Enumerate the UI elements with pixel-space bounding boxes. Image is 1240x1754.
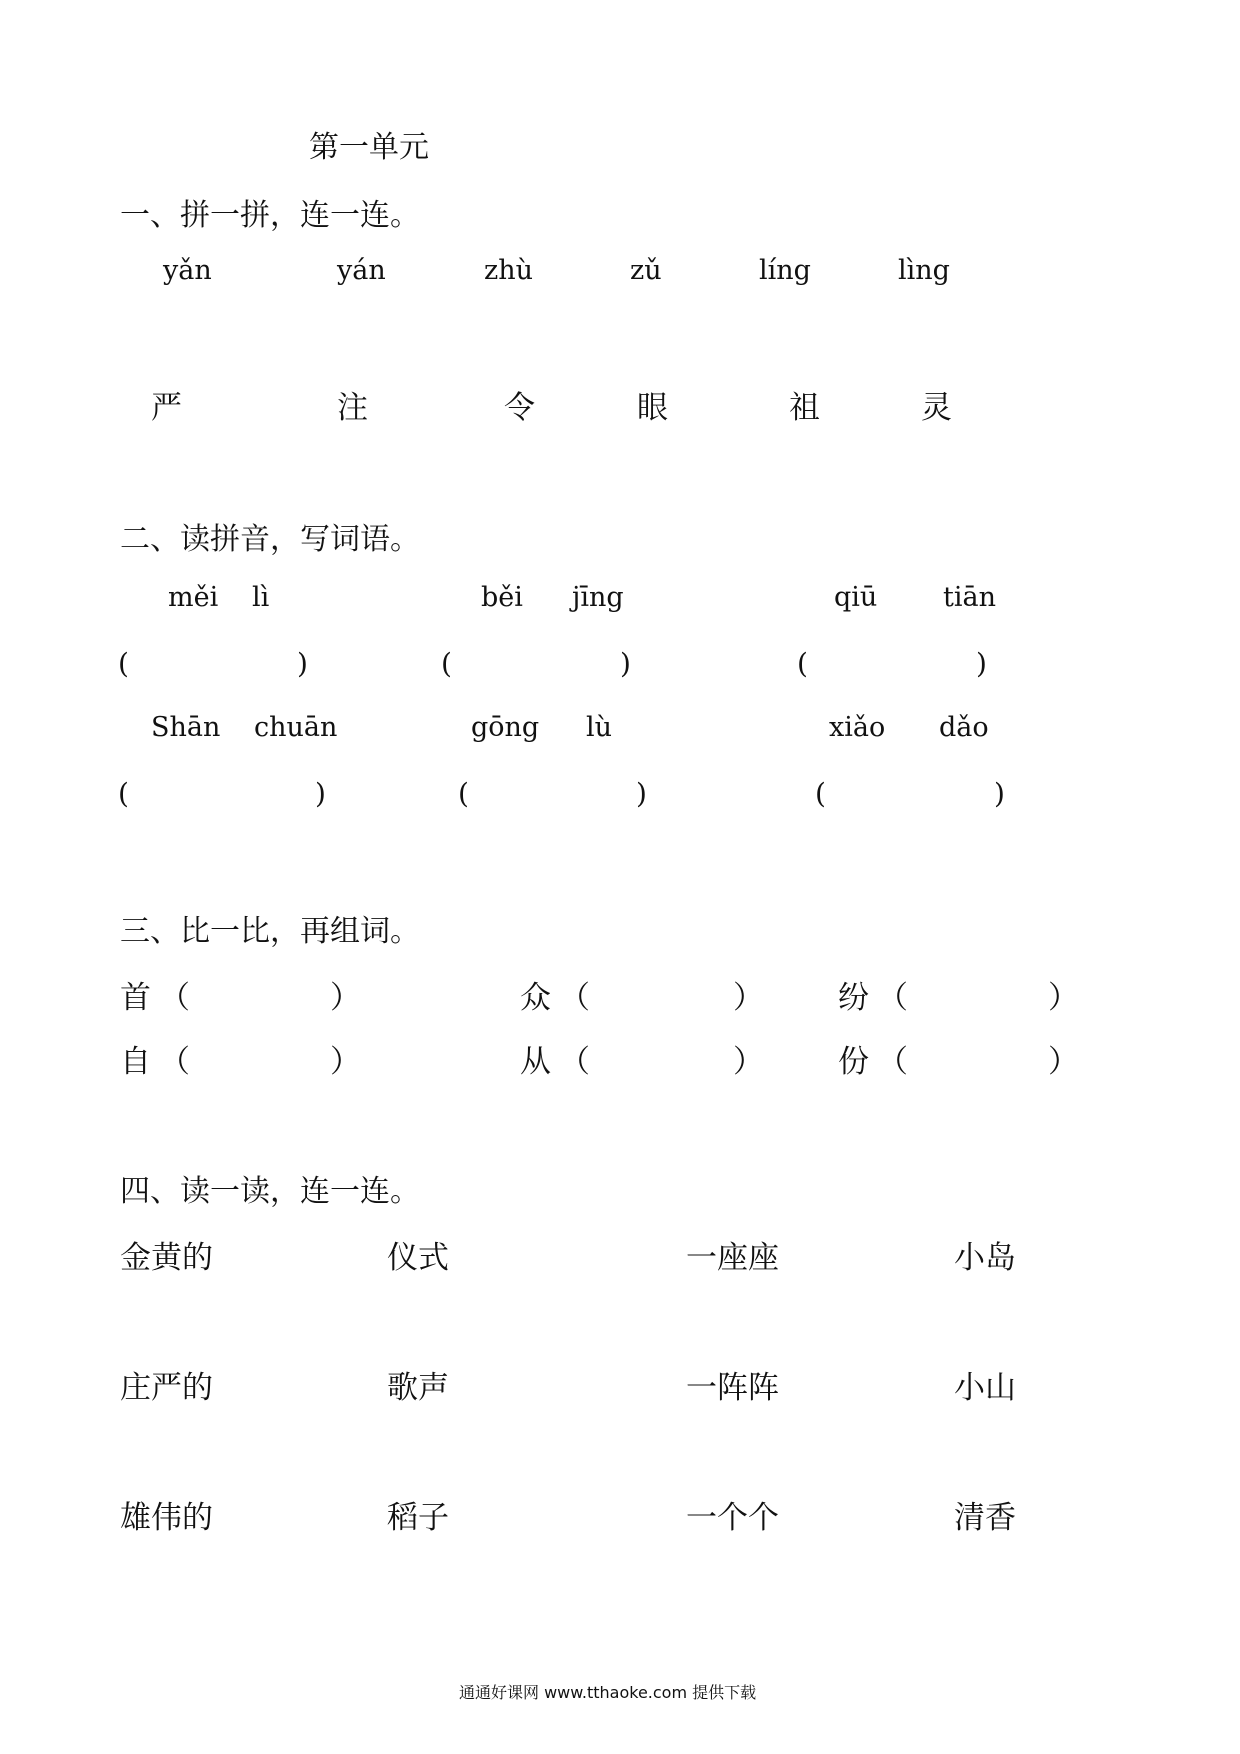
pinyin-syllable: měi — [168, 582, 219, 613]
pinyin-item: líng — [759, 255, 811, 286]
pinyin-syllable: lì — [252, 582, 270, 613]
answer-blank-close: ) — [994, 777, 1005, 810]
compare-char: 首 — [120, 980, 151, 1016]
answer-blank-close: ) — [620, 647, 631, 680]
pinyin-syllable: dǎo — [939, 712, 989, 743]
match-word: 庄严的 — [120, 1370, 213, 1406]
character-item: 严 — [151, 390, 182, 426]
pinyin-item: lìng — [898, 255, 950, 286]
match-word: 小岛 — [954, 1240, 1016, 1276]
compare-char: 份 — [838, 1044, 869, 1080]
compare-char: 从 — [520, 1044, 551, 1080]
match-word: 一阵阵 — [686, 1370, 779, 1406]
answer-blank-open: （ — [559, 1044, 590, 1080]
answer-blank-open: （ — [877, 1044, 908, 1080]
compare-char: 众 — [520, 980, 551, 1016]
section2-heading: 二、读拼音，写词语。 — [120, 522, 420, 557]
answer-blank-open: ( — [441, 647, 452, 680]
answer-blank-close: ) — [636, 777, 647, 810]
section1-heading: 一、拼一拼，连一连。 — [120, 198, 420, 233]
section4-heading: 四、读一读，连一连。 — [120, 1174, 420, 1209]
answer-blank-close: ) — [315, 777, 326, 810]
pinyin-syllable: lù — [586, 712, 613, 743]
page-title: 第一单元 — [309, 130, 429, 165]
pinyin-syllable: běi — [481, 582, 523, 613]
match-word: 稻子 — [387, 1500, 449, 1536]
pinyin-item: zǔ — [630, 255, 662, 286]
pinyin-syllable: jīng — [572, 582, 624, 613]
answer-blank-close: ） — [733, 1044, 764, 1080]
pinyin-syllable: Shān — [151, 712, 221, 743]
character-item: 祖 — [789, 390, 820, 426]
answer-blank-open: （ — [559, 980, 590, 1016]
match-word: 仪式 — [387, 1240, 449, 1276]
answer-blank-open: ( — [458, 777, 469, 810]
pinyin-syllable: gōng — [471, 712, 540, 743]
pinyin-item: yǎn — [163, 255, 212, 286]
character-item: 令 — [504, 390, 535, 426]
answer-blank-close: ） — [1048, 980, 1079, 1016]
answer-blank-close: ） — [330, 980, 361, 1016]
pinyin-item: zhù — [484, 255, 534, 286]
answer-blank-open: （ — [159, 980, 190, 1016]
answer-blank-open: ( — [118, 647, 129, 680]
answer-blank-close: ） — [330, 1044, 361, 1080]
pinyin-syllable: xiǎo — [829, 712, 886, 743]
match-word: 一座座 — [686, 1240, 779, 1276]
match-word: 小山 — [954, 1370, 1016, 1406]
compare-char: 自 — [120, 1044, 151, 1080]
compare-char: 纷 — [838, 980, 869, 1016]
match-word: 清香 — [954, 1500, 1016, 1536]
match-word: 歌声 — [387, 1370, 449, 1406]
answer-blank-open: （ — [159, 1044, 190, 1080]
character-item: 注 — [337, 390, 368, 426]
answer-blank-close: ） — [1048, 1044, 1079, 1080]
answer-blank-open: （ — [877, 980, 908, 1016]
match-word: 雄伟的 — [120, 1500, 213, 1536]
footer-credit: 通通好课网 www.tthaoke.com 提供下载 — [459, 1683, 757, 1702]
match-word: 金黄的 — [120, 1240, 213, 1276]
pinyin-syllable: chuān — [254, 712, 338, 743]
character-item: 灵 — [921, 390, 952, 426]
answer-blank-close: ） — [733, 980, 764, 1016]
answer-blank-open: ( — [797, 647, 808, 680]
answer-blank-close: ) — [976, 647, 987, 680]
pinyin-syllable: tiān — [943, 582, 996, 613]
match-word: 一个个 — [686, 1500, 779, 1536]
section3-heading: 三、比一比，再组词。 — [120, 914, 420, 949]
character-item: 眼 — [637, 390, 668, 426]
answer-blank-open: ( — [815, 777, 826, 810]
pinyin-syllable: qiū — [834, 582, 878, 613]
answer-blank-open: ( — [118, 777, 129, 810]
pinyin-item: yán — [337, 255, 386, 286]
answer-blank-close: ) — [297, 647, 308, 680]
